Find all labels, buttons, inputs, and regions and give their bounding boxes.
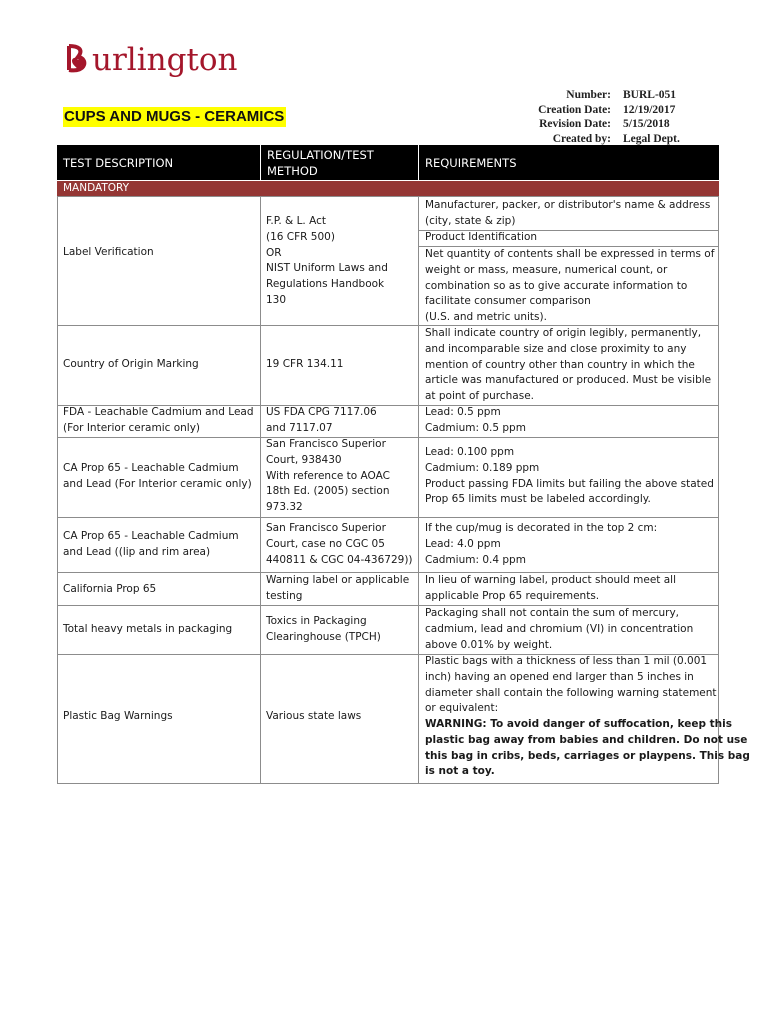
cell-line: cadmium, lead and chromium (VI) in concentration — [425, 622, 694, 635]
row-label-verification-req-name — [425, 198, 710, 230]
cell-line: Total heavy metals in packaging — [63, 623, 233, 635]
row-country-of-origin-description — [63, 357, 199, 373]
cell-line: (16 CFR 500) — [266, 230, 335, 243]
cell-line: 18th Ed. (2005) section — [266, 485, 390, 498]
meta-creation-date: Creation Date: 12/19/2017 — [538, 103, 676, 116]
cell-line: CA Prop 65 - Leachable Cadmium — [63, 530, 239, 542]
section-mandatory: MANDATORY — [57, 181, 719, 196]
row-prop65-interior-description — [63, 461, 252, 493]
logo-text: urlington — [92, 42, 238, 78]
cell-line: Shall indicate country of origin legibly, permanently, — [425, 327, 702, 339]
cell-line: Cadmium: 0.189 ppm — [425, 461, 540, 474]
meta-created-by: Created by: Legal Dept. — [552, 132, 680, 145]
cell-line: California Prop 65 — [63, 583, 157, 595]
row-label-verification-req-quantity — [425, 247, 714, 326]
row-divider — [57, 517, 719, 518]
cell-line: mention of country other than country in which the — [425, 358, 695, 371]
cell-line: is not a toy. — [425, 765, 495, 778]
cell-line: Plastic Bag Warnings — [63, 710, 173, 722]
cell-line: 440811 & CGC 04-436729)) — [266, 553, 413, 566]
cell-line: and 7117.07 — [266, 421, 333, 434]
cell-line: 973.32 — [266, 501, 303, 514]
cell-line: above 0.01% by weight. — [425, 638, 553, 651]
cell-line: weight or mass, measure, numerical count, or — [425, 263, 668, 276]
cell-line: and Lead (For Interior ceramic only) — [63, 477, 252, 490]
cell-line: (For Interior ceramic only) — [63, 421, 201, 434]
cell-line: Plastic bags with a thickness of less than 1 mil (0.001 — [425, 655, 708, 667]
row-prop65-interior-method — [266, 437, 390, 516]
cell-line: Country of Origin Marking — [63, 358, 199, 370]
row-prop65-lip-method — [266, 521, 413, 568]
row-plastic-bag-warning — [425, 717, 750, 780]
cell-line: 130 — [266, 293, 287, 306]
cell-line: Toxics in Packaging — [266, 615, 367, 627]
cell-line: inch) having an opened end larger than 5 inches in — [425, 670, 694, 683]
cell-line: Various state laws — [266, 710, 362, 722]
cell-line: Lead: 0.100 ppm — [425, 446, 515, 458]
cell-line: combination so as to give accurate information to — [425, 279, 688, 292]
cell-line: this bag in cribs, beds, carriages or playpens. This bag — [425, 749, 750, 762]
cell-line: Product passing FDA limits but failing the above stated — [425, 477, 714, 490]
cell-line: Prop 65 limits must be labeled accordingly. — [425, 493, 651, 506]
heart-b-icon — [66, 44, 92, 76]
row-california-prop65-method — [266, 573, 409, 605]
cell-line: at point of purchase. — [425, 390, 534, 403]
cell-line: and Lead ((lip and rim area) — [63, 545, 211, 558]
cell-line: WARNING: To avoid danger of suffocation, keep this — [425, 718, 732, 730]
row-prop65-interior-req — [425, 445, 714, 508]
cell-line: Manufacturer, packer, or distributor's name & address — [425, 199, 711, 211]
cell-line: diameter shall contain the following warning statement — [425, 686, 717, 699]
row-california-prop65-description — [63, 582, 156, 598]
row-plastic-bag-req — [425, 654, 717, 717]
cell-line: Product Identification — [425, 231, 538, 243]
cell-line: F.P. & L. Act — [266, 215, 327, 227]
column-divider — [260, 196, 261, 783]
cell-line: applicable Prop 65 requirements. — [425, 589, 600, 602]
header-regulation-method: REGULATION/TEST METHOD — [267, 148, 374, 178]
row-prop65-lip-req — [425, 521, 657, 568]
row-label-verification-description — [63, 245, 154, 261]
cell-line: (U.S. and metric units). — [425, 311, 547, 324]
column-divider — [418, 196, 419, 783]
burlington-logo — [66, 44, 238, 76]
cell-line: Packaging shall not contain the sum of mercury, — [425, 607, 680, 619]
row-plastic-bag-description — [63, 709, 173, 725]
cell-line: San Francisco Superior — [266, 438, 386, 450]
cell-line: NIST Uniform Laws and — [266, 262, 388, 275]
cell-line: Court, case no CGC 05 — [266, 537, 385, 550]
cell-line: 19 CFR 134.11 — [266, 358, 344, 370]
cell-line: If the cup/mug is decorated in the top 2 cm: — [425, 522, 658, 534]
cell-line: Court, 938430 — [266, 453, 342, 466]
document-title: CUPS AND MUGS - CERAMICS — [64, 108, 285, 125]
row-heavy-metals-req — [425, 606, 693, 653]
row-plastic-bag-method — [266, 709, 361, 725]
row-label-verification-method — [266, 214, 388, 309]
cell-line: Cadmium: 0.4 ppm — [425, 553, 526, 566]
cell-line: San Francisco Superior — [266, 522, 386, 534]
cell-line: Cadmium: 0.5 ppm — [425, 421, 526, 434]
cell-line: Warning label or applicable — [266, 574, 410, 586]
table-header — [57, 145, 719, 180]
cell-line: or equivalent: — [425, 702, 499, 715]
cell-line: testing — [266, 589, 303, 602]
document-meta — [520, 88, 680, 146]
row-country-of-origin-method — [266, 357, 343, 373]
header-divider — [418, 145, 419, 180]
cell-line: US FDA CPG 7117.06 — [266, 406, 377, 418]
cell-line: Lead: 4.0 ppm — [425, 537, 501, 550]
header-requirements: REQUIREMENTS — [425, 156, 517, 170]
meta-number: Number: BURL-051 — [566, 89, 677, 101]
row-fda-req — [425, 405, 526, 437]
cell-line: CA Prop 65 - Leachable Cadmium — [63, 462, 239, 474]
cell-line: plastic bag away from babies and children. Do not use — [425, 733, 748, 746]
cell-line: Label Verification — [63, 246, 154, 258]
cell-line: and incomparable size and close proximity to any — [425, 342, 687, 355]
cell-line: facilitate consumer comparison — [425, 295, 591, 308]
header-test-description: TEST DESCRIPTION — [63, 156, 174, 170]
cell-line: With reference to AOAC — [266, 469, 390, 482]
cell-line: OR — [266, 246, 282, 259]
row-fda-method — [266, 405, 377, 437]
cell-line: In lieu of warning label, product should meet all — [425, 574, 677, 586]
row-heavy-metals-description — [63, 622, 232, 638]
cell-line: Net quantity of contents shall be expressed in terms of — [425, 248, 715, 260]
row-california-prop65-req — [425, 573, 676, 605]
cell-line: FDA - Leachable Cadmium and Lead — [63, 406, 254, 418]
row-country-of-origin-req — [425, 326, 711, 405]
cell-line: Clearinghouse (TPCH) — [266, 630, 381, 643]
row-fda-description — [63, 405, 254, 437]
row-label-verification-req-identification — [425, 230, 537, 246]
cell-line: Lead: 0.5 ppm — [425, 406, 501, 418]
meta-revision-date: Revision Date: 5/15/2018 — [539, 118, 670, 130]
cell-line: Regulations Handbook — [266, 278, 385, 291]
row-heavy-metals-method — [266, 614, 381, 646]
row-prop65-lip-description — [63, 529, 239, 561]
cell-line: article was manufactured or produced. Must be visible — [425, 374, 712, 387]
header-divider — [260, 145, 261, 180]
cell-line: (city, state & zip) — [425, 214, 516, 227]
